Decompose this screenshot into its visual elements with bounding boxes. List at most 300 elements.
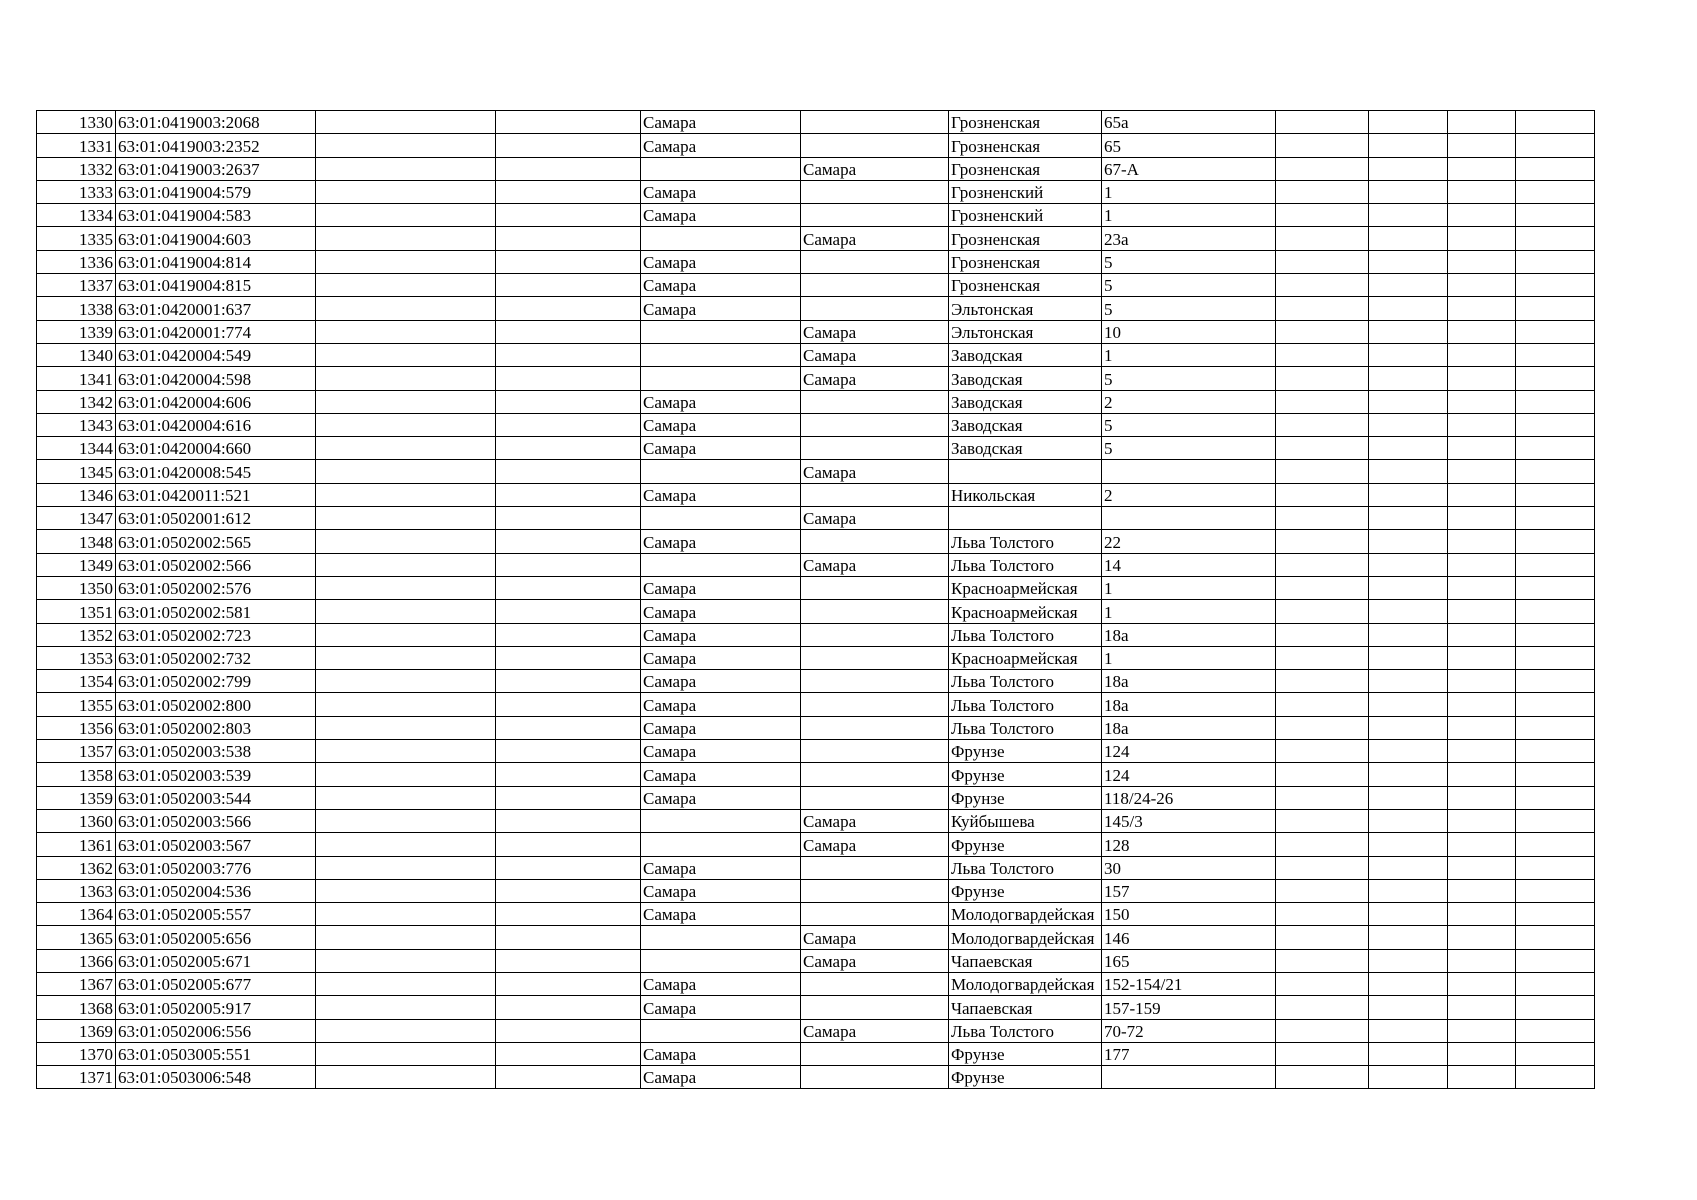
city-cell: Самара [641,390,801,413]
house-number-cell: 5 [1102,437,1276,460]
empty-cell [1516,903,1595,926]
locality-cell: Самара [801,553,949,576]
empty-cell [1369,297,1448,320]
house-number-cell: 70-72 [1102,1019,1276,1042]
house-number-cell: 22 [1102,530,1276,553]
locality-cell [801,786,949,809]
locality-cell [801,903,949,926]
city-cell: Самара [641,111,801,134]
house-number-cell: 5 [1102,297,1276,320]
cadastral-number-cell: 63:01:0420001:637 [116,297,316,320]
empty-cell [1448,367,1516,390]
row-number-cell: 1341 [37,367,116,390]
locality-cell: Самара [801,460,949,483]
city-cell: Самара [641,623,801,646]
empty-cell [1369,134,1448,157]
empty-cell [316,716,496,739]
empty-cell [1448,343,1516,366]
locality-cell: Самара [801,926,949,949]
empty-cell [496,786,641,809]
table-row [37,157,1595,180]
street-cell: Грозненская [949,134,1102,157]
house-number-cell: 10 [1102,320,1276,343]
empty-cell [1276,926,1369,949]
empty-cell [316,740,496,763]
row-number-cell: 1348 [37,530,116,553]
locality-cell: Самара [801,320,949,343]
empty-cell [1448,413,1516,436]
empty-cell [1369,833,1448,856]
street-cell: Красноармейская [949,646,1102,669]
house-number-cell: 1 [1102,204,1276,227]
empty-cell [1276,343,1369,366]
empty-cell [316,157,496,180]
empty-cell [496,856,641,879]
empty-cell [1369,483,1448,506]
empty-cell [1448,507,1516,530]
empty-cell [1516,786,1595,809]
empty-cell [496,343,641,366]
empty-cell [1369,157,1448,180]
empty-cell [496,437,641,460]
empty-cell [1276,949,1369,972]
cadastral-number-cell: 63:01:0420004:606 [116,390,316,413]
locality-cell [801,763,949,786]
empty-cell [1369,1066,1448,1089]
empty-cell [1276,530,1369,553]
empty-cell [1516,460,1595,483]
empty-cell [496,1066,641,1089]
empty-cell [316,1066,496,1089]
empty-cell [1516,343,1595,366]
table-row [37,250,1595,273]
city-cell: Самара [641,670,801,693]
empty-cell [1516,530,1595,553]
empty-cell [316,507,496,530]
locality-cell [801,204,949,227]
empty-cell [1448,600,1516,623]
city-cell: Самара [641,856,801,879]
cadastral-number-cell: 63:01:0502004:536 [116,879,316,902]
empty-cell [1516,227,1595,250]
empty-cell [1369,507,1448,530]
city-cell [641,367,801,390]
locality-cell: Самара [801,809,949,832]
house-number-cell: 67-А [1102,157,1276,180]
empty-cell [1448,670,1516,693]
row-number-cell: 1340 [37,343,116,366]
city-cell: Самара [641,972,801,995]
row-number-cell: 1333 [37,180,116,203]
house-number-cell: 2 [1102,483,1276,506]
empty-cell [1276,903,1369,926]
house-number-cell: 1 [1102,576,1276,599]
cadastral-number-cell: 63:01:0502002:576 [116,576,316,599]
empty-cell [1369,809,1448,832]
empty-cell [1448,483,1516,506]
row-number-cell: 1352 [37,623,116,646]
city-cell [641,227,801,250]
empty-cell [316,786,496,809]
city-cell: Самара [641,413,801,436]
row-number-cell: 1345 [37,460,116,483]
row-number-cell: 1334 [37,204,116,227]
cadastral-number-cell: 63:01:0502002:800 [116,693,316,716]
empty-cell [496,483,641,506]
locality-cell [801,600,949,623]
locality-cell [801,740,949,763]
street-cell: Фрунзе [949,879,1102,902]
house-number-cell: 152-154/21 [1102,972,1276,995]
empty-cell [316,134,496,157]
empty-cell [1276,227,1369,250]
empty-cell [1276,856,1369,879]
empty-cell [316,274,496,297]
empty-cell [1516,763,1595,786]
locality-cell: Самара [801,343,949,366]
city-cell: Самара [641,274,801,297]
empty-cell [1276,1042,1369,1065]
empty-cell [1448,250,1516,273]
empty-cell [1448,833,1516,856]
cadastral-number-cell: 63:01:0502005:917 [116,996,316,1019]
empty-cell [1448,1066,1516,1089]
locality-cell [801,693,949,716]
empty-cell [1369,879,1448,902]
locality-cell [801,111,949,134]
street-cell: Льва Толстого [949,623,1102,646]
table-row [37,809,1595,832]
empty-cell [1448,856,1516,879]
empty-cell [496,111,641,134]
empty-cell [1276,320,1369,343]
house-number-cell: 128 [1102,833,1276,856]
row-number-cell: 1355 [37,693,116,716]
empty-cell [1276,553,1369,576]
empty-cell [1369,763,1448,786]
city-cell: Самара [641,530,801,553]
cadastral-number-cell: 63:01:0502002:723 [116,623,316,646]
street-cell: Фрунзе [949,1066,1102,1089]
empty-cell [1276,996,1369,1019]
table-row [37,460,1595,483]
empty-cell [1516,274,1595,297]
empty-cell [1448,111,1516,134]
empty-cell [316,227,496,250]
house-number-cell: 146 [1102,926,1276,949]
locality-cell [801,996,949,1019]
empty-cell [1516,297,1595,320]
row-number-cell: 1346 [37,483,116,506]
table-row [37,274,1595,297]
empty-cell [316,646,496,669]
cadastral-number-cell: 63:01:0502003:544 [116,786,316,809]
cadastral-number-cell: 63:01:0420004:549 [116,343,316,366]
city-cell: Самара [641,134,801,157]
locality-cell [801,972,949,995]
cadastral-number-cell: 63:01:0502002:732 [116,646,316,669]
cadastral-number-cell: 63:01:0502002:581 [116,600,316,623]
table-row [37,297,1595,320]
empty-cell [1276,972,1369,995]
empty-cell [1276,833,1369,856]
row-number-cell: 1338 [37,297,116,320]
cadastral-number-cell: 63:01:0502003:567 [116,833,316,856]
empty-cell [1276,483,1369,506]
house-number-cell [1102,460,1276,483]
empty-cell [1516,740,1595,763]
row-number-cell: 1360 [37,809,116,832]
cadastral-number-cell: 63:01:0502002:803 [116,716,316,739]
empty-cell [1448,926,1516,949]
street-cell: Куйбышева [949,809,1102,832]
house-number-cell: 30 [1102,856,1276,879]
empty-cell [1516,157,1595,180]
city-cell: Самара [641,576,801,599]
table-row [37,343,1595,366]
empty-cell [1516,949,1595,972]
empty-cell [1276,460,1369,483]
house-number-cell: 5 [1102,274,1276,297]
empty-cell [1448,576,1516,599]
street-cell: Заводская [949,437,1102,460]
empty-cell [1516,437,1595,460]
empty-cell [1448,740,1516,763]
empty-cell [1369,903,1448,926]
house-number-cell: 18а [1102,716,1276,739]
empty-cell [1276,576,1369,599]
street-cell: Грозненская [949,227,1102,250]
street-cell [949,460,1102,483]
empty-cell [1448,809,1516,832]
empty-cell [496,623,641,646]
empty-cell [316,576,496,599]
empty-cell [316,879,496,902]
empty-cell [1276,600,1369,623]
row-number-cell: 1330 [37,111,116,134]
empty-cell [1276,740,1369,763]
empty-cell [1369,1042,1448,1065]
table-row [37,204,1595,227]
table-row [37,693,1595,716]
city-cell: Самара [641,1042,801,1065]
city-cell: Самара [641,250,801,273]
cadastral-number-cell: 63:01:0420008:545 [116,460,316,483]
empty-cell [316,996,496,1019]
row-number-cell: 1362 [37,856,116,879]
cadastral-number-cell: 63:01:0419004:583 [116,204,316,227]
empty-cell [1448,646,1516,669]
empty-cell [1516,111,1595,134]
row-number-cell: 1347 [37,507,116,530]
locality-cell: Самара [801,507,949,530]
row-number-cell: 1358 [37,763,116,786]
locality-cell [801,1042,949,1065]
empty-cell [1448,274,1516,297]
house-number-cell: 65а [1102,111,1276,134]
empty-cell [1516,1042,1595,1065]
empty-cell [316,483,496,506]
empty-cell [496,576,641,599]
row-number-cell: 1343 [37,413,116,436]
city-cell: Самара [641,763,801,786]
city-cell: Самара [641,740,801,763]
house-number-cell: 1 [1102,646,1276,669]
city-cell: Самара [641,693,801,716]
empty-cell [496,833,641,856]
empty-cell [1516,856,1595,879]
empty-cell [496,274,641,297]
empty-cell [1369,250,1448,273]
row-number-cell: 1336 [37,250,116,273]
row-number-cell: 1359 [37,786,116,809]
street-cell: Грозненский [949,204,1102,227]
empty-cell [1448,1019,1516,1042]
empty-cell [1369,693,1448,716]
empty-cell [496,949,641,972]
empty-cell [1516,1066,1595,1089]
house-number-cell: 165 [1102,949,1276,972]
row-number-cell: 1369 [37,1019,116,1042]
house-number-cell: 18а [1102,623,1276,646]
cadastral-number-cell: 63:01:0419003:2352 [116,134,316,157]
house-number-cell: 150 [1102,903,1276,926]
table-row [37,530,1595,553]
row-number-cell: 1349 [37,553,116,576]
table-row [37,1042,1595,1065]
empty-cell [1369,204,1448,227]
empty-cell [496,600,641,623]
street-cell: Молодогвардейская [949,926,1102,949]
cadastral-number-cell: 63:01:0502001:612 [116,507,316,530]
locality-cell: Самара [801,833,949,856]
empty-cell [1516,879,1595,902]
street-cell [949,507,1102,530]
empty-cell [1448,204,1516,227]
table-row [37,740,1595,763]
empty-cell [1276,623,1369,646]
row-number-cell: 1356 [37,716,116,739]
locality-cell [801,856,949,879]
empty-cell [496,250,641,273]
empty-cell [316,670,496,693]
city-cell [641,1019,801,1042]
cadastral-number-cell: 63:01:0502005:557 [116,903,316,926]
empty-cell [1448,949,1516,972]
empty-cell [1516,623,1595,646]
table-row [37,483,1595,506]
empty-cell [1369,786,1448,809]
row-number-cell: 1331 [37,134,116,157]
empty-cell [316,437,496,460]
city-cell [641,157,801,180]
empty-cell [1369,600,1448,623]
empty-cell [1369,1019,1448,1042]
street-cell: Красноармейская [949,576,1102,599]
empty-cell [316,343,496,366]
city-cell: Самара [641,437,801,460]
street-cell: Льва Толстого [949,693,1102,716]
house-number-cell: 14 [1102,553,1276,576]
empty-cell [1369,926,1448,949]
city-cell: Самара [641,716,801,739]
city-cell [641,553,801,576]
empty-cell [1369,740,1448,763]
empty-cell [496,390,641,413]
table-row [37,879,1595,902]
empty-cell [1369,856,1448,879]
empty-cell [1448,460,1516,483]
city-cell [641,507,801,530]
locality-cell [801,180,949,203]
locality-cell [801,576,949,599]
empty-cell [496,180,641,203]
house-number-cell: 145/3 [1102,809,1276,832]
empty-cell [1369,646,1448,669]
empty-cell [1516,1019,1595,1042]
street-cell: Молодогвардейская [949,903,1102,926]
table-row [37,926,1595,949]
empty-cell [1369,343,1448,366]
city-cell [641,320,801,343]
locality-cell [801,483,949,506]
table-row [37,111,1595,134]
empty-cell [1369,274,1448,297]
locality-cell [801,716,949,739]
street-cell: Фрунзе [949,786,1102,809]
house-number-cell: 65 [1102,134,1276,157]
empty-cell [1369,576,1448,599]
empty-cell [1276,413,1369,436]
table-row [37,437,1595,460]
street-cell: Фрунзе [949,740,1102,763]
empty-cell [1369,227,1448,250]
empty-cell [1516,180,1595,203]
empty-cell [1276,786,1369,809]
empty-cell [1369,530,1448,553]
street-cell: Фрунзе [949,763,1102,786]
cadastral-number-cell: 63:01:0502002:799 [116,670,316,693]
cadastral-number-cell: 63:01:0502003:538 [116,740,316,763]
empty-cell [1448,180,1516,203]
cadastral-number-cell: 63:01:0502006:556 [116,1019,316,1042]
table-row [37,553,1595,576]
house-number-cell: 1 [1102,600,1276,623]
empty-cell [1369,367,1448,390]
street-cell: Чапаевская [949,949,1102,972]
table-row [37,227,1595,250]
street-cell: Льва Толстого [949,553,1102,576]
empty-cell [496,157,641,180]
street-cell: Льва Толстого [949,670,1102,693]
empty-cell [496,646,641,669]
empty-cell [1369,390,1448,413]
empty-cell [316,856,496,879]
empty-cell [1276,157,1369,180]
empty-cell [496,367,641,390]
row-number-cell: 1371 [37,1066,116,1089]
locality-cell [801,879,949,902]
empty-cell [1276,693,1369,716]
row-number-cell: 1350 [37,576,116,599]
empty-cell [316,413,496,436]
street-cell: Заводская [949,343,1102,366]
street-cell: Заводская [949,413,1102,436]
city-cell [641,949,801,972]
empty-cell [1276,763,1369,786]
house-number-cell: 23а [1102,227,1276,250]
empty-cell [1276,204,1369,227]
